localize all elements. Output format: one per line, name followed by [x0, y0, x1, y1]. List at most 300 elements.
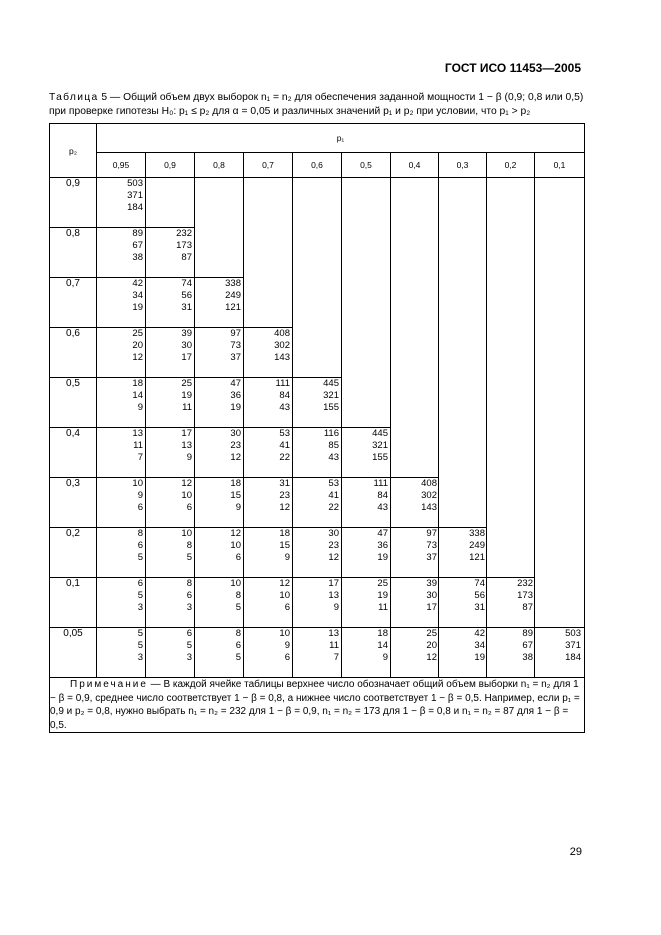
cell-value: 19	[230, 402, 241, 413]
value-stack	[117, 578, 143, 614]
value-stack	[215, 628, 241, 664]
cell-value: 17	[181, 428, 192, 439]
value-stack	[264, 478, 290, 514]
value-cell	[195, 478, 244, 528]
cell-value: 14	[377, 640, 388, 651]
cell-value: 155	[323, 402, 339, 413]
column-header: 0,8	[195, 153, 244, 178]
column-header: 0,5	[342, 153, 391, 178]
value-stack	[215, 328, 241, 364]
cell-value: 5	[186, 640, 192, 651]
row-label: 0,5	[50, 378, 97, 428]
empty-cell	[146, 178, 195, 228]
value-stack	[215, 378, 241, 414]
cell-value: 121	[225, 302, 241, 313]
value-cell	[244, 428, 293, 478]
value-cell	[391, 528, 439, 578]
row-label: 0,1	[50, 578, 97, 628]
cell-value: 10	[230, 540, 241, 551]
column-header: 0,4	[391, 153, 439, 178]
value-stack	[264, 628, 290, 664]
value-cell	[97, 378, 146, 428]
cell-value: 41	[328, 490, 339, 501]
empty-cell	[244, 178, 293, 328]
value-cell	[293, 578, 342, 628]
cell-value: 42	[132, 278, 143, 289]
cell-value: 6	[284, 652, 290, 663]
cell-value: 111	[275, 378, 290, 389]
value-cell	[97, 478, 146, 528]
cell-value: 9	[333, 602, 339, 613]
cell-value: 23	[279, 490, 290, 501]
value-stack	[313, 528, 339, 564]
cell-value: 89	[522, 628, 533, 639]
value-stack	[117, 378, 143, 414]
value-cell	[97, 228, 146, 278]
cell-value: 12	[230, 452, 241, 463]
value-cell	[244, 328, 293, 378]
value-stack	[362, 578, 388, 614]
cell-value: 84	[377, 490, 388, 501]
cell-value: 321	[372, 440, 388, 451]
cell-value: 37	[426, 552, 437, 563]
cell-value: 67	[522, 640, 533, 651]
cell-value: 25	[377, 578, 388, 589]
empty-cell	[535, 178, 585, 628]
value-cell	[391, 578, 439, 628]
cell-value: 6	[137, 540, 143, 551]
cell-value: 371	[127, 190, 143, 201]
cell-value: 8	[235, 628, 241, 639]
cell-value: 6	[137, 502, 143, 513]
cell-value: 31	[279, 478, 290, 489]
cell-value: 9	[284, 640, 290, 651]
cell-value: 34	[132, 290, 143, 301]
empty-cell	[342, 178, 391, 428]
cell-value: 56	[181, 290, 192, 301]
page-number: 29	[569, 846, 582, 858]
value-stack	[313, 378, 339, 414]
cell-value: 47	[377, 528, 388, 539]
value-stack	[313, 578, 339, 614]
cell-value: 302	[421, 490, 437, 501]
cell-value: 20	[426, 640, 437, 651]
cell-value: 23	[230, 440, 241, 451]
cell-value: 371	[565, 640, 581, 651]
cell-value: 3	[137, 652, 143, 663]
cell-value: 321	[323, 390, 339, 401]
cell-value: 15	[279, 540, 290, 551]
cell-value: 17	[328, 578, 339, 589]
value-cell	[195, 378, 244, 428]
value-cell	[97, 178, 146, 228]
cell-value: 338	[469, 528, 485, 539]
value-stack	[264, 328, 290, 364]
value-cell	[342, 578, 391, 628]
cell-value: 74	[474, 578, 485, 589]
value-stack	[215, 528, 241, 564]
value-stack	[117, 328, 143, 364]
table-note	[50, 678, 585, 733]
cell-value: 12	[230, 528, 241, 539]
value-stack	[166, 578, 192, 614]
table-row	[50, 578, 585, 628]
value-stack	[117, 428, 143, 464]
value-stack	[215, 428, 241, 464]
table-body	[50, 124, 585, 733]
cell-value: 8	[186, 540, 192, 551]
value-cell	[244, 578, 293, 628]
value-cell	[195, 278, 244, 328]
cell-value: 5	[137, 590, 143, 601]
cell-value: 143	[421, 502, 437, 513]
cell-value: 9	[235, 502, 241, 513]
cell-value: 47	[230, 378, 241, 389]
value-cell	[293, 378, 342, 428]
value-stack	[555, 628, 581, 664]
value-stack	[362, 528, 388, 564]
value-cell	[146, 528, 195, 578]
cell-value: 12	[328, 552, 339, 563]
cell-value: 10	[132, 478, 143, 489]
value-cell	[439, 578, 487, 628]
cell-value: 18	[132, 378, 143, 389]
caption-label: Таблица	[49, 92, 99, 103]
value-cell	[97, 578, 146, 628]
cell-value: 3	[186, 652, 192, 663]
row-label: 0,4	[50, 428, 97, 478]
table-header-row	[50, 124, 585, 153]
cell-value: 39	[426, 578, 437, 589]
value-stack	[117, 228, 143, 264]
cell-value: 18	[377, 628, 388, 639]
cell-value: 36	[377, 540, 388, 551]
value-stack	[117, 278, 143, 314]
cell-value: 89	[132, 228, 143, 239]
row-label: 0,7	[50, 278, 97, 328]
cell-value: 5	[235, 602, 241, 613]
row-label: 0,9	[50, 178, 97, 228]
cell-value: 53	[279, 428, 290, 439]
value-stack	[411, 578, 437, 614]
cell-value: 5	[137, 552, 143, 563]
empty-cell	[487, 178, 535, 578]
cell-value: 6	[137, 578, 143, 589]
cell-value: 8	[186, 578, 192, 589]
value-stack	[264, 428, 290, 464]
value-cell	[391, 478, 439, 528]
column-header: 0,9	[146, 153, 195, 178]
cell-value: 17	[426, 602, 437, 613]
cell-value: 12	[426, 652, 437, 663]
empty-cell	[391, 178, 439, 478]
cell-value: 85	[328, 440, 339, 451]
cell-value: 249	[469, 540, 485, 551]
cell-value: 97	[230, 328, 241, 339]
value-cell	[244, 378, 293, 428]
cell-value: 43	[377, 502, 388, 513]
value-stack	[166, 428, 192, 464]
cell-value: 97	[426, 528, 437, 539]
cell-value: 34	[474, 640, 485, 651]
value-cell	[342, 628, 391, 678]
row-label: 0,05	[50, 628, 97, 678]
cell-value: 232	[176, 228, 192, 239]
cell-value: 18	[279, 528, 290, 539]
cell-value: 11	[133, 440, 143, 451]
cell-value: 338	[225, 278, 241, 289]
cell-value: 31	[181, 302, 192, 313]
cell-value: 6	[186, 628, 192, 639]
value-stack	[362, 428, 388, 464]
cell-value: 38	[132, 252, 143, 263]
cell-value: 22	[279, 452, 290, 463]
cell-value: 10	[279, 590, 290, 601]
value-cell	[439, 528, 487, 578]
cell-value: 249	[225, 290, 241, 301]
value-stack	[166, 228, 192, 264]
caption-line-2: при проверке гипотезы H₀: p₁ ≤ p₂ для α = 0,05 и различных значений p₁ и p₂ при условии, что p₁ > p₂	[49, 105, 531, 117]
value-stack	[117, 178, 143, 214]
cell-value: 39	[181, 328, 192, 339]
cell-value: 143	[274, 352, 290, 363]
cell-value: 503	[565, 628, 581, 639]
value-stack	[166, 328, 192, 364]
sample-size-table	[49, 123, 585, 733]
cell-value: 19	[474, 652, 485, 663]
value-cell	[146, 378, 195, 428]
cell-value: 121	[469, 552, 485, 563]
row-label: 0,3	[50, 478, 97, 528]
cell-value: 9	[382, 652, 388, 663]
value-stack	[166, 278, 192, 314]
note-text: — В каждой ячейке таблицы верхнее число обозначает общий объем выборки n₁ = n₂ для 1 − β = 0,9, среднее число соответствует 1 − β = 0,8, а нижнее число соответствует 1 − β = 0,5. Например, если p₁ = 0,9 и p₂ = 0,8, нужно выбрать n₁ = n₂ = 232 для 1 − β = 0,9, n₁ = n₂ = 173 для 1 − β = 0,8 и n₁ = n₂ = 87 для 1 − β = 0,5.	[50, 679, 580, 731]
cell-value: 11	[378, 602, 388, 613]
cell-value: 23	[328, 540, 339, 551]
value-cell	[146, 278, 195, 328]
column-header: 0,95	[97, 153, 146, 178]
column-header-row	[50, 153, 585, 178]
column-header: 0,2	[487, 153, 535, 178]
cell-value: 155	[372, 452, 388, 463]
value-stack	[264, 528, 290, 564]
cell-value: 25	[181, 378, 192, 389]
cell-value: 6	[186, 502, 192, 513]
value-cell	[293, 428, 342, 478]
value-cell	[244, 628, 293, 678]
cell-value: 12	[132, 352, 143, 363]
table-caption	[49, 91, 584, 118]
cell-value: 38	[522, 652, 533, 663]
value-cell	[293, 628, 342, 678]
cell-value: 10	[230, 578, 241, 589]
value-stack	[117, 628, 143, 664]
column-header: 0,3	[439, 153, 487, 178]
value-stack	[166, 478, 192, 514]
cell-value: 10	[181, 490, 192, 501]
value-cell	[439, 628, 487, 678]
cell-value: 11	[329, 640, 339, 651]
cell-value: 56	[474, 590, 485, 601]
value-stack	[117, 528, 143, 564]
document-code: ГОСТ ИСО 11453—2005	[444, 61, 581, 75]
cell-value: 20	[132, 340, 143, 351]
value-cell	[146, 228, 195, 278]
value-cell	[146, 328, 195, 378]
cell-value: 116	[323, 428, 339, 439]
empty-cell	[293, 178, 342, 378]
cell-value: 445	[323, 378, 339, 389]
cell-value: 408	[421, 478, 437, 489]
value-stack	[313, 428, 339, 464]
cell-value: 73	[230, 340, 241, 351]
cell-value: 6	[235, 552, 241, 563]
value-cell	[146, 428, 195, 478]
cell-value: 19	[181, 390, 192, 401]
value-stack	[411, 628, 437, 664]
cell-value: 302	[274, 340, 290, 351]
value-stack	[166, 378, 192, 414]
value-cell	[97, 628, 146, 678]
cell-value: 184	[565, 652, 581, 663]
value-stack	[166, 528, 192, 564]
value-cell	[146, 478, 195, 528]
column-header: 0,6	[293, 153, 342, 178]
cell-value: 9	[284, 552, 290, 563]
cell-value: 19	[377, 590, 388, 601]
value-cell	[391, 628, 439, 678]
cell-value: 5	[137, 640, 143, 651]
table-row	[50, 628, 585, 678]
cell-value: 3	[137, 602, 143, 613]
value-stack	[362, 478, 388, 514]
cell-value: 13	[328, 628, 339, 639]
cell-value: 10	[181, 528, 192, 539]
value-cell	[293, 528, 342, 578]
cell-value: 73	[426, 540, 437, 551]
cell-value: 13	[181, 440, 192, 451]
cell-value: 25	[426, 628, 437, 639]
value-stack	[166, 628, 192, 664]
cell-value: 12	[279, 502, 290, 513]
cell-value: 30	[230, 428, 241, 439]
value-stack	[362, 628, 388, 664]
cell-value: 87	[181, 252, 192, 263]
cell-value: 8	[137, 528, 143, 539]
cell-value: 7	[137, 452, 143, 463]
cell-value: 10	[279, 628, 290, 639]
value-stack	[459, 528, 485, 564]
cell-value: 445	[372, 428, 388, 439]
cell-value: 12	[181, 478, 192, 489]
cell-value: 11	[182, 402, 192, 413]
cell-value: 232	[517, 578, 533, 589]
cell-value: 13	[132, 428, 143, 439]
p1-header: p₁	[97, 124, 585, 153]
value-cell	[195, 428, 244, 478]
value-stack	[313, 478, 339, 514]
cell-value: 9	[137, 402, 143, 413]
value-stack	[215, 478, 241, 514]
empty-cell	[439, 178, 487, 528]
p2-header: p₂	[50, 124, 97, 178]
cell-value: 53	[328, 478, 339, 489]
cell-value: 184	[127, 202, 143, 213]
cell-value: 15	[230, 490, 241, 501]
cell-value: 13	[328, 590, 339, 601]
cell-value: 87	[522, 602, 533, 613]
value-stack	[411, 478, 437, 514]
value-stack	[264, 578, 290, 614]
cell-value: 22	[328, 502, 339, 513]
cell-value: 30	[426, 590, 437, 601]
cell-value: 12	[279, 578, 290, 589]
row-label: 0,8	[50, 228, 97, 278]
cell-value: 30	[181, 340, 192, 351]
value-cell	[97, 428, 146, 478]
cell-value: 19	[377, 552, 388, 563]
value-cell	[195, 328, 244, 378]
cell-value: 5	[186, 552, 192, 563]
value-stack	[313, 628, 339, 664]
value-cell	[293, 478, 342, 528]
cell-value: 14	[132, 390, 143, 401]
cell-value: 25	[132, 328, 143, 339]
value-cell	[146, 628, 195, 678]
value-stack	[507, 578, 533, 614]
cell-value: 5	[235, 652, 241, 663]
cell-value: 7	[333, 652, 339, 663]
cell-value: 9	[137, 490, 143, 501]
cell-value: 18	[230, 478, 241, 489]
cell-value: 30	[328, 528, 339, 539]
row-label: 0,2	[50, 528, 97, 578]
note-row	[50, 678, 585, 733]
value-stack	[459, 628, 485, 664]
cell-value: 17	[181, 352, 192, 363]
cell-value: 6	[235, 640, 241, 651]
cell-value: 5	[137, 628, 143, 639]
cell-value: 36	[230, 390, 241, 401]
column-header: 0,1	[535, 153, 585, 178]
value-stack	[117, 478, 143, 514]
value-stack	[411, 528, 437, 564]
cell-value: 43	[328, 452, 339, 463]
value-cell	[342, 528, 391, 578]
cell-value: 19	[132, 302, 143, 313]
cell-value: 6	[186, 590, 192, 601]
value-cell	[146, 578, 195, 628]
value-stack	[264, 378, 290, 414]
value-stack	[215, 578, 241, 614]
value-stack	[459, 578, 485, 614]
empty-cell	[195, 178, 244, 278]
cell-value: 111	[373, 478, 388, 489]
table-row	[50, 178, 585, 228]
value-cell	[97, 528, 146, 578]
cell-value: 67	[132, 240, 143, 251]
value-cell	[97, 278, 146, 328]
cell-value: 503	[127, 178, 143, 189]
cell-value: 74	[181, 278, 192, 289]
cell-value: 9	[186, 452, 192, 463]
value-stack	[215, 278, 241, 314]
cell-value: 37	[230, 352, 241, 363]
value-cell	[244, 478, 293, 528]
value-stack	[507, 628, 533, 664]
note-label: Примечание	[70, 679, 148, 690]
value-cell	[195, 628, 244, 678]
